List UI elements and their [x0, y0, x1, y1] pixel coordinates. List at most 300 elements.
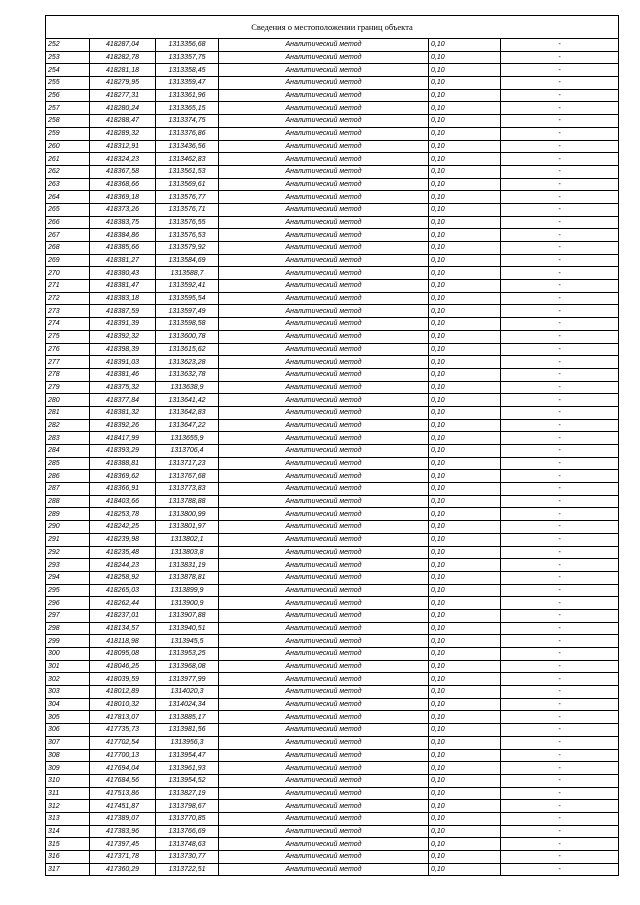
precision-cell: 0,10: [429, 635, 501, 648]
coordinate-y-cell: 1313788,88: [156, 495, 219, 508]
coordinate-y-cell: 1313561,53: [156, 165, 219, 178]
table-row: [46, 711, 619, 724]
point-number-cell: 273: [46, 305, 90, 318]
coordinate-x-cell: 418393,29: [90, 445, 156, 458]
coordinate-x-cell: 418391,39: [90, 318, 156, 331]
coordinate-y-cell: 1313748,63: [156, 838, 219, 851]
description-cell: -: [501, 863, 619, 876]
method-cell: Аналитический метод: [219, 165, 429, 178]
coordinate-x-cell: 418392,32: [90, 330, 156, 343]
table-row: [46, 622, 619, 635]
coordinate-y-cell: 1313766,69: [156, 825, 219, 838]
coordinate-x-cell: 418235,48: [90, 546, 156, 559]
method-cell: Аналитический метод: [219, 495, 429, 508]
point-number-cell: 295: [46, 584, 90, 597]
description-cell: -: [501, 267, 619, 280]
description-cell: -: [501, 521, 619, 534]
point-number-cell: 275: [46, 330, 90, 343]
description-cell: -: [501, 508, 619, 521]
precision-cell: 0,10: [429, 368, 501, 381]
table-row: [46, 356, 619, 369]
coordinate-x-cell: 418010,32: [90, 698, 156, 711]
table-row: [46, 432, 619, 445]
method-cell: Аналитический метод: [219, 77, 429, 90]
coordinate-y-cell: 1313900,9: [156, 597, 219, 610]
coordinate-x-cell: 418039,59: [90, 673, 156, 686]
coordinate-x-cell: 418387,59: [90, 305, 156, 318]
coordinate-y-cell: 1313588,7: [156, 267, 219, 280]
table-row: [46, 660, 619, 673]
coordinate-y-cell: 1313953,25: [156, 648, 219, 661]
description-cell: -: [501, 419, 619, 432]
point-number-cell: 254: [46, 64, 90, 77]
table-row: [46, 838, 619, 851]
coordinate-y-cell: 1313655,9: [156, 432, 219, 445]
coordinate-y-cell: 1313642,83: [156, 406, 219, 419]
coordinate-y-cell: 1313977,99: [156, 673, 219, 686]
point-number-cell: 269: [46, 254, 90, 267]
point-number-cell: 276: [46, 343, 90, 356]
coordinate-x-cell: 418381,27: [90, 254, 156, 267]
description-cell: -: [501, 432, 619, 445]
coordinate-x-cell: 417813,07: [90, 711, 156, 724]
coordinate-x-cell: 417513,86: [90, 787, 156, 800]
method-cell: Аналитический метод: [219, 89, 429, 102]
precision-cell: 0,10: [429, 77, 501, 90]
precision-cell: 0,10: [429, 686, 501, 699]
point-number-cell: 288: [46, 495, 90, 508]
coordinate-x-cell: 418381,32: [90, 406, 156, 419]
coordinate-y-cell: 1313592,41: [156, 280, 219, 293]
coordinate-x-cell: 417694,04: [90, 762, 156, 775]
coordinate-x-cell: 418368,66: [90, 178, 156, 191]
table-row: [46, 127, 619, 140]
point-number-cell: 313: [46, 812, 90, 825]
table-row: [46, 597, 619, 610]
coordinate-x-cell: 418280,24: [90, 102, 156, 115]
method-cell: Аналитический метод: [219, 254, 429, 267]
point-number-cell: 284: [46, 445, 90, 458]
coordinate-x-cell: 418366,91: [90, 483, 156, 496]
table-row: [46, 140, 619, 153]
description-cell: -: [501, 825, 619, 838]
coordinate-x-cell: 418384,86: [90, 229, 156, 242]
coordinate-y-cell: 1313569,61: [156, 178, 219, 191]
coordinate-x-cell: 418237,01: [90, 609, 156, 622]
coordinate-x-cell: 418287,04: [90, 39, 156, 52]
precision-cell: 0,10: [429, 280, 501, 293]
coordinate-x-cell: 418375,32: [90, 381, 156, 394]
method-cell: Аналитический метод: [219, 762, 429, 775]
coordinate-y-cell: 1314020,3: [156, 686, 219, 699]
method-cell: Аналитический метод: [219, 381, 429, 394]
description-cell: -: [501, 851, 619, 864]
point-number-cell: 263: [46, 178, 90, 191]
coordinate-y-cell: 1313576,77: [156, 191, 219, 204]
point-number-cell: 305: [46, 711, 90, 724]
table-row: [46, 292, 619, 305]
method-cell: Аналитический метод: [219, 863, 429, 876]
description-cell: -: [501, 318, 619, 331]
point-number-cell: 310: [46, 774, 90, 787]
table-row: [46, 216, 619, 229]
point-number-cell: 316: [46, 851, 90, 864]
precision-cell: 0,10: [429, 622, 501, 635]
coordinate-y-cell: 1313800,99: [156, 508, 219, 521]
point-number-cell: 257: [46, 102, 90, 115]
precision-cell: 0,10: [429, 724, 501, 737]
precision-cell: 0,10: [429, 838, 501, 851]
method-cell: Аналитический метод: [219, 521, 429, 534]
method-cell: Аналитический метод: [219, 533, 429, 546]
description-cell: -: [501, 724, 619, 737]
precision-cell: 0,10: [429, 178, 501, 191]
point-number-cell: 311: [46, 787, 90, 800]
coordinate-x-cell: 418282,78: [90, 51, 156, 64]
coordinate-x-cell: 417735,73: [90, 724, 156, 737]
coordinate-y-cell: 1313730,77: [156, 851, 219, 864]
method-cell: Аналитический метод: [219, 787, 429, 800]
precision-cell: 0,10: [429, 292, 501, 305]
coordinate-y-cell: 1313365,15: [156, 102, 219, 115]
precision-cell: 0,10: [429, 165, 501, 178]
description-cell: -: [501, 584, 619, 597]
description-cell: -: [501, 749, 619, 762]
precision-cell: 0,10: [429, 140, 501, 153]
table-row: [46, 267, 619, 280]
description-cell: -: [501, 178, 619, 191]
method-cell: Аналитический метод: [219, 267, 429, 280]
point-number-cell: 280: [46, 394, 90, 407]
coordinate-y-cell: 1313641,42: [156, 394, 219, 407]
precision-cell: 0,10: [429, 812, 501, 825]
coordinate-y-cell: 1313647,22: [156, 419, 219, 432]
description-cell: -: [501, 622, 619, 635]
description-cell: -: [501, 787, 619, 800]
point-number-cell: 300: [46, 648, 90, 661]
precision-cell: 0,10: [429, 343, 501, 356]
precision-cell: 0,10: [429, 559, 501, 572]
description-cell: -: [501, 609, 619, 622]
table-row: [46, 457, 619, 470]
precision-cell: 0,10: [429, 648, 501, 661]
coordinate-y-cell: 1313907,88: [156, 609, 219, 622]
precision-cell: 0,10: [429, 356, 501, 369]
description-cell: -: [501, 736, 619, 749]
coordinate-x-cell: 418385,66: [90, 242, 156, 255]
method-cell: Аналитический метод: [219, 800, 429, 813]
precision-cell: 0,10: [429, 89, 501, 102]
precision-cell: 0,10: [429, 863, 501, 876]
description-cell: -: [501, 242, 619, 255]
description-cell: -: [501, 140, 619, 153]
point-number-cell: 268: [46, 242, 90, 255]
description-cell: -: [501, 51, 619, 64]
coordinate-x-cell: 418373,26: [90, 203, 156, 216]
precision-cell: 0,10: [429, 597, 501, 610]
point-number-cell: 294: [46, 571, 90, 584]
table-row: [46, 381, 619, 394]
description-cell: -: [501, 812, 619, 825]
coordinate-x-cell: 417700,13: [90, 749, 156, 762]
method-cell: Аналитический метод: [219, 711, 429, 724]
description-cell: -: [501, 533, 619, 546]
table-row: [46, 648, 619, 661]
description-cell: -: [501, 368, 619, 381]
coordinate-y-cell: 1313706,4: [156, 445, 219, 458]
coordinate-x-cell: 417371,78: [90, 851, 156, 864]
point-number-cell: 267: [46, 229, 90, 242]
method-cell: Аналитический метод: [219, 191, 429, 204]
table-row: [46, 229, 619, 242]
description-cell: -: [501, 698, 619, 711]
table-row: [46, 863, 619, 876]
description-cell: -: [501, 330, 619, 343]
precision-cell: 0,10: [429, 521, 501, 534]
table-row: [46, 51, 619, 64]
coordinate-y-cell: 1313632,78: [156, 368, 219, 381]
point-number-cell: 287: [46, 483, 90, 496]
precision-cell: 0,10: [429, 242, 501, 255]
table-row: [46, 406, 619, 419]
description-cell: -: [501, 406, 619, 419]
method-cell: Аналитический метод: [219, 280, 429, 293]
table-row: [46, 203, 619, 216]
method-cell: Аналитический метод: [219, 419, 429, 432]
description-cell: -: [501, 292, 619, 305]
table-row: [46, 609, 619, 622]
table-row: [46, 483, 619, 496]
description-cell: -: [501, 127, 619, 140]
method-cell: Аналитический метод: [219, 394, 429, 407]
precision-cell: 0,10: [429, 419, 501, 432]
coordinate-y-cell: 1313798,67: [156, 800, 219, 813]
precision-cell: 0,10: [429, 394, 501, 407]
description-cell: -: [501, 660, 619, 673]
coordinate-x-cell: 418324,23: [90, 153, 156, 166]
description-cell: -: [501, 191, 619, 204]
precision-cell: 0,10: [429, 698, 501, 711]
method-cell: Аналитический метод: [219, 609, 429, 622]
table-row: [46, 584, 619, 597]
coordinate-x-cell: 418253,78: [90, 508, 156, 521]
table-row: [46, 394, 619, 407]
coordinate-y-cell: 1313600,78: [156, 330, 219, 343]
point-number-cell: 283: [46, 432, 90, 445]
method-cell: Аналитический метод: [219, 838, 429, 851]
coordinate-x-cell: 418118,98: [90, 635, 156, 648]
point-number-cell: 309: [46, 762, 90, 775]
table-row: [46, 851, 619, 864]
point-number-cell: 266: [46, 216, 90, 229]
point-number-cell: 282: [46, 419, 90, 432]
description-cell: -: [501, 470, 619, 483]
method-cell: Аналитический метод: [219, 635, 429, 648]
method-cell: Аналитический метод: [219, 825, 429, 838]
precision-cell: 0,10: [429, 762, 501, 775]
precision-cell: 0,10: [429, 546, 501, 559]
precision-cell: 0,10: [429, 64, 501, 77]
table-row: [46, 178, 619, 191]
description-cell: -: [501, 673, 619, 686]
method-cell: Аналитический метод: [219, 673, 429, 686]
coordinate-y-cell: 1313802,1: [156, 533, 219, 546]
method-cell: Аналитический метод: [219, 64, 429, 77]
precision-cell: 0,10: [429, 432, 501, 445]
coordinate-y-cell: 1313899,9: [156, 584, 219, 597]
point-number-cell: 256: [46, 89, 90, 102]
point-number-cell: 265: [46, 203, 90, 216]
coordinate-x-cell: 417451,87: [90, 800, 156, 813]
table-row: [46, 533, 619, 546]
coordinate-x-cell: 418369,18: [90, 191, 156, 204]
coordinate-x-cell: 418289,32: [90, 127, 156, 140]
coordinate-y-cell: 1313831,19: [156, 559, 219, 572]
coordinate-y-cell: 1313436,56: [156, 140, 219, 153]
coordinate-y-cell: 1313954,52: [156, 774, 219, 787]
point-number-cell: 270: [46, 267, 90, 280]
description-cell: -: [501, 597, 619, 610]
coordinate-x-cell: 418403,66: [90, 495, 156, 508]
table-row: [46, 64, 619, 77]
method-cell: Аналитический метод: [219, 660, 429, 673]
point-number-cell: 301: [46, 660, 90, 673]
precision-cell: 0,10: [429, 609, 501, 622]
method-cell: Аналитический метод: [219, 102, 429, 115]
method-cell: Аналитический метод: [219, 39, 429, 52]
coordinate-x-cell: 418258,92: [90, 571, 156, 584]
description-cell: -: [501, 343, 619, 356]
coordinate-y-cell: 1313961,93: [156, 762, 219, 775]
description-cell: -: [501, 153, 619, 166]
point-number-cell: 289: [46, 508, 90, 521]
method-cell: Аналитический метод: [219, 140, 429, 153]
method-cell: Аналитический метод: [219, 851, 429, 864]
coordinate-y-cell: 1313954,47: [156, 749, 219, 762]
coordinate-x-cell: 418417,99: [90, 432, 156, 445]
precision-cell: 0,10: [429, 774, 501, 787]
table-row: [46, 77, 619, 90]
description-cell: -: [501, 165, 619, 178]
table-row: [46, 254, 619, 267]
precision-cell: 0,10: [429, 305, 501, 318]
description-cell: -: [501, 457, 619, 470]
precision-cell: 0,10: [429, 153, 501, 166]
point-number-cell: 312: [46, 800, 90, 813]
description-cell: -: [501, 762, 619, 775]
point-number-cell: 278: [46, 368, 90, 381]
coordinate-y-cell: 1313374,75: [156, 115, 219, 128]
point-number-cell: 274: [46, 318, 90, 331]
coordinate-x-cell: 418383,75: [90, 216, 156, 229]
point-number-cell: 304: [46, 698, 90, 711]
method-cell: Аналитический метод: [219, 584, 429, 597]
table-row: [46, 546, 619, 559]
precision-cell: 0,10: [429, 203, 501, 216]
method-cell: Аналитический метод: [219, 736, 429, 749]
point-number-cell: 315: [46, 838, 90, 851]
table-row: [46, 470, 619, 483]
point-number-cell: 296: [46, 597, 90, 610]
coordinate-y-cell: 1313356,68: [156, 39, 219, 52]
coordinate-y-cell: 1313827,19: [156, 787, 219, 800]
point-number-cell: 286: [46, 470, 90, 483]
coordinate-x-cell: 417397,45: [90, 838, 156, 851]
description-cell: -: [501, 305, 619, 318]
description-cell: -: [501, 229, 619, 242]
coordinate-x-cell: 418281,18: [90, 64, 156, 77]
point-number-cell: 279: [46, 381, 90, 394]
description-cell: -: [501, 356, 619, 369]
method-cell: Аналитический метод: [219, 51, 429, 64]
method-cell: Аналитический метод: [219, 242, 429, 255]
table-row: [46, 419, 619, 432]
precision-cell: 0,10: [429, 736, 501, 749]
description-cell: -: [501, 203, 619, 216]
description-cell: -: [501, 648, 619, 661]
coordinate-y-cell: 1313770,85: [156, 812, 219, 825]
coordinate-y-cell: 1313359,47: [156, 77, 219, 90]
coordinate-y-cell: 1313576,55: [156, 216, 219, 229]
precision-cell: 0,10: [429, 381, 501, 394]
coordinate-y-cell: 1313597,49: [156, 305, 219, 318]
table-row: [46, 673, 619, 686]
coordinate-x-cell: 418398,39: [90, 343, 156, 356]
precision-cell: 0,10: [429, 457, 501, 470]
precision-cell: 0,10: [429, 571, 501, 584]
point-number-cell: 306: [46, 724, 90, 737]
method-cell: Аналитический метод: [219, 470, 429, 483]
table-body: [46, 39, 619, 876]
coordinate-y-cell: 1313638,9: [156, 381, 219, 394]
table-row: [46, 280, 619, 293]
description-cell: -: [501, 115, 619, 128]
method-cell: Аналитический метод: [219, 724, 429, 737]
description-cell: -: [501, 77, 619, 90]
description-cell: -: [501, 483, 619, 496]
coordinate-x-cell: 418383,18: [90, 292, 156, 305]
description-cell: -: [501, 546, 619, 559]
coordinate-x-cell: 418391,03: [90, 356, 156, 369]
method-cell: Аналитический метод: [219, 229, 429, 242]
table-row: [46, 774, 619, 787]
table-row: [46, 318, 619, 331]
table-row: [46, 191, 619, 204]
description-cell: -: [501, 445, 619, 458]
point-number-cell: 277: [46, 356, 90, 369]
point-number-cell: 271: [46, 280, 90, 293]
method-cell: Аналитический метод: [219, 356, 429, 369]
point-number-cell: 252: [46, 39, 90, 52]
table-row: [46, 153, 619, 166]
point-number-cell: 297: [46, 609, 90, 622]
precision-cell: 0,10: [429, 191, 501, 204]
coordinate-y-cell: 1313615,62: [156, 343, 219, 356]
description-cell: -: [501, 39, 619, 52]
coordinate-x-cell: 418012,89: [90, 686, 156, 699]
coordinate-y-cell: 1313940,51: [156, 622, 219, 635]
precision-cell: 0,10: [429, 51, 501, 64]
boundary-table: [45, 15, 619, 876]
precision-cell: 0,10: [429, 330, 501, 343]
method-cell: Аналитический метод: [219, 686, 429, 699]
method-cell: Аналитический метод: [219, 305, 429, 318]
method-cell: Аналитический метод: [219, 749, 429, 762]
method-cell: Аналитический метод: [219, 622, 429, 635]
coordinate-y-cell: 1313576,53: [156, 229, 219, 242]
point-number-cell: 298: [46, 622, 90, 635]
precision-cell: 0,10: [429, 787, 501, 800]
